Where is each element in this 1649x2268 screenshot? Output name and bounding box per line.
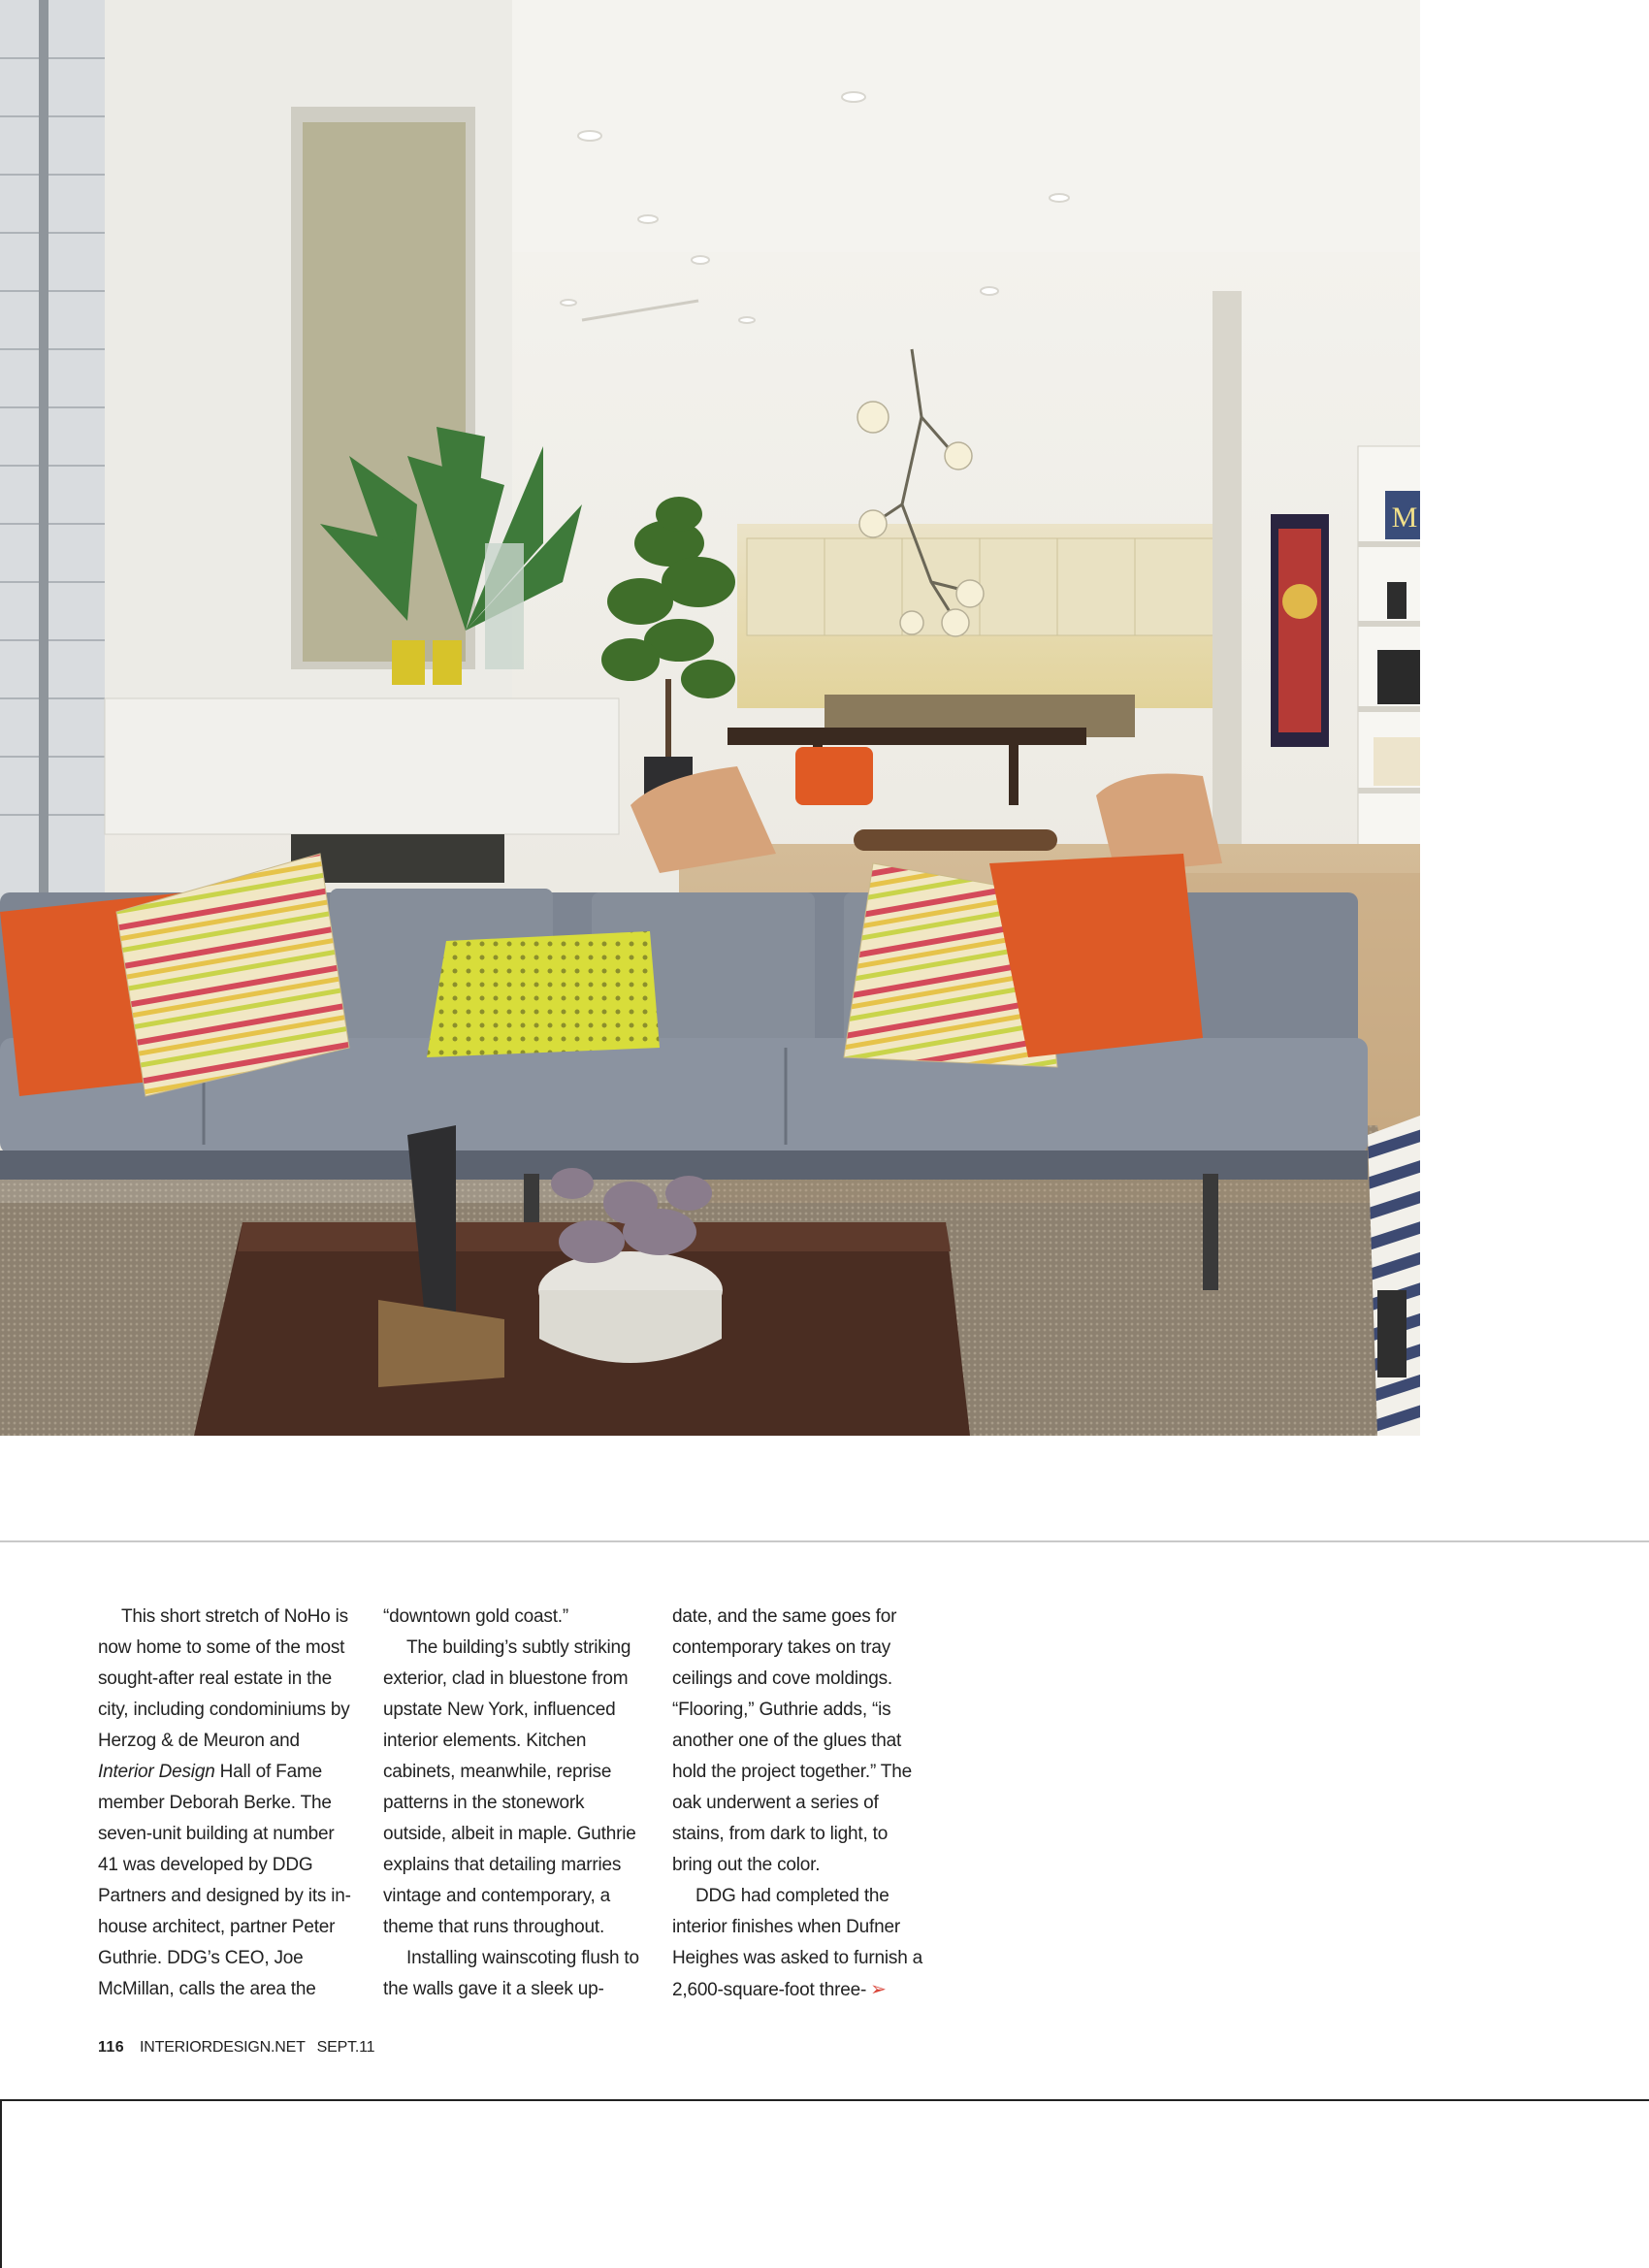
paragraph-text: Hall of Fame member Deborah Berke. The seven-unit building at number 41 was developed by DDG Partners and designed by its in-house architect, partner Peter Guthrie. DDG’s CEO, Joe McMillan, calls the area the <box>98 1762 351 1999</box>
paragraph-text: This short stretch of NoHo is now home to some of the most sought-after real estate in the city, including condominiums by Herzog & de Meuron and <box>98 1606 350 1751</box>
paragraph: date, and the same goes for contemporary takes on tray ceilings and cove moldings. “Flooring,” Guthrie adds, “is another one of the glues that hold the project together.” The oak underwent a series of stains, from dark to light, to bring out the color. <box>672 1606 912 1875</box>
article-column-1 <box>98 1602 354 2005</box>
continue-arrow-icon: ➢ <box>870 1979 887 2000</box>
magazine-name: Interior Design <box>98 1762 215 1782</box>
paragraph: Installing wainscoting flush to the walls gave it a sleek up- <box>383 1948 639 1999</box>
article-column-3 <box>672 1602 928 2006</box>
paragraph: The building’s subtly striking exterior, clad in bluestone from upstate New York, influenced interior elements. Kitchen cabinets, meanwhile, reprise patterns in the stonework outside, albeit in maple. Guthrie explains that detailing marries vintage and contemporary, a theme that runs throughout. <box>383 1637 636 1937</box>
scan-edge-line <box>0 2099 1649 2101</box>
page-divider <box>0 1540 1649 1542</box>
issue-date: SEPT.11 <box>316 2039 375 2056</box>
bookshelf-letter: M <box>1391 502 1418 534</box>
article-column-2 <box>383 1602 639 2005</box>
page-folio <box>98 2039 374 2057</box>
publication-url: INTERIORDESIGN.NET <box>140 2039 306 2056</box>
paragraph <box>672 1881 928 2006</box>
paragraph <box>98 1602 354 2005</box>
scan-edge-line <box>0 2099 2 2268</box>
paragraph: “downtown gold coast.” <box>383 1606 568 1627</box>
paragraph-text: DDG had completed the interior finishes when Dufner Heighes was asked to furnish a 2,600-square-foot three- <box>672 1886 923 2000</box>
page-number: 116 <box>98 2039 125 2056</box>
